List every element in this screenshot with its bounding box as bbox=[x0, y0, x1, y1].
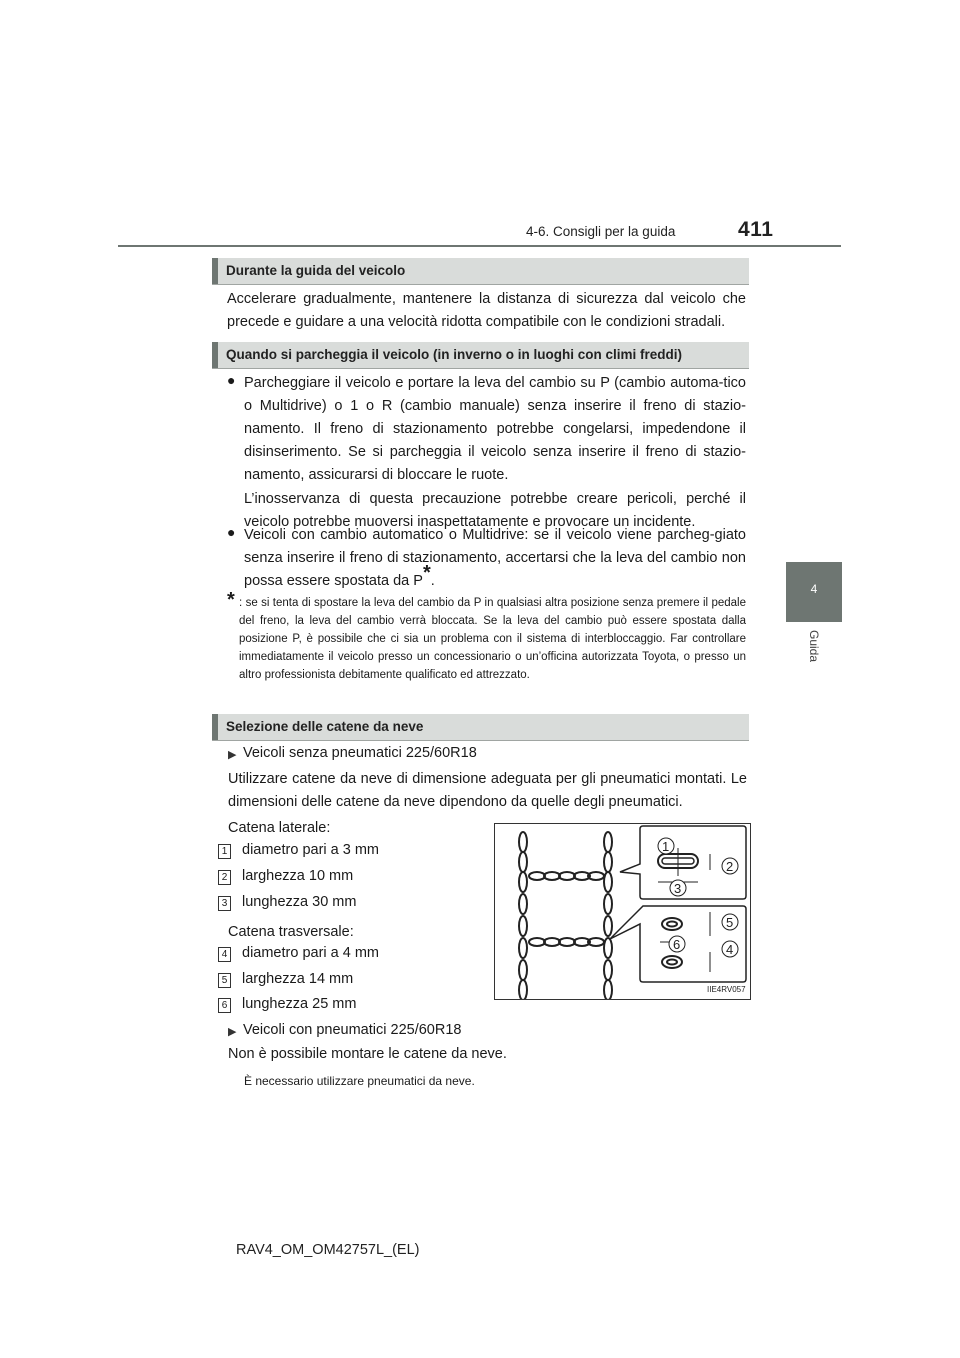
driving-text: Accelerare gradualmente, mantenere la distanza di sicurezza dal veicolo che precede e guidare a una velocità ridotta compatibile con le condizioni stradali. bbox=[227, 291, 746, 330]
callout-number: 3 bbox=[218, 896, 231, 911]
case-2-title: Veicoli con pneumatici 225/60R18 bbox=[243, 1022, 462, 1038]
section-title-chains: Selezione delle catene da neve bbox=[226, 719, 424, 734]
document-code: RAV4_OM_OM42757L_(EL) bbox=[236, 1242, 420, 1258]
lateral-chain-list: 1 diametro pari a 3 mm 2 larghezza 10 mm 3 lunghezza 30 mm bbox=[218, 842, 478, 917]
chapter-label: Guida bbox=[807, 630, 821, 663]
case-1-text: Utilizzare catene da neve di dimensione adeguata per gli pneumatici montati. Le dimensioni delle catene da neve dipendono da quelle degli pneumatici. bbox=[228, 771, 747, 810]
callout-number: 2 bbox=[218, 870, 231, 885]
figure-callout-1: 1 bbox=[662, 839, 670, 854]
lateral-chain-title: Catena laterale: bbox=[228, 820, 331, 836]
parking-bullet-2-text: Veicoli con cambio automatico o Multidrive: se il veicolo viene parcheg-giato senza inserire il freno di stazionamento, accertarsi che la leva del cambio non possa essere spostata da P*. bbox=[244, 527, 746, 589]
callout-number: 5 bbox=[218, 973, 231, 988]
header-section-title: 4-6. Consigli per la guida bbox=[526, 224, 676, 239]
figure-callout-4: 4 bbox=[726, 942, 734, 957]
case-2-note: È necessario utilizzare pneumatici da neve. bbox=[244, 1074, 475, 1088]
case-2-text: Non è possibile montare le catene da neve. bbox=[228, 1046, 507, 1062]
figure-callout-2: 2 bbox=[726, 859, 734, 874]
callout-number: 4 bbox=[218, 947, 231, 962]
header-rule bbox=[118, 245, 841, 247]
triangle-right-icon: ▶ bbox=[228, 1026, 237, 1038]
section-title-driving: Durante la guida del veicolo bbox=[226, 263, 406, 278]
figure-callout-3: 3 bbox=[674, 881, 682, 896]
parking-bullet-1-text: Parcheggiare il veicolo e portare la leva del cambio su P (cambio automa-tico o Multidrive) o 1 o R (cambio manuale) senza inserire il freno di stazio-namento. Il freno di stazionamento potrebbe congelarsi, impedendone il disinserimento. Se si parcheggia il veicolo senza inserire il freno di stazio-namento, assicurarsi di bloccare le ruote. bbox=[244, 375, 746, 483]
section-title-parking: Quando si parcheggia il veicolo (in inverno o in luoghi con climi freddi) bbox=[226, 347, 683, 362]
section-bar-parking bbox=[212, 342, 749, 369]
callout-number: 6 bbox=[218, 998, 231, 1013]
section-bar-driving bbox=[212, 258, 749, 285]
triangle-right-icon: ▶ bbox=[228, 749, 237, 761]
case-1-title: Veicoli senza pneumatici 225/60R18 bbox=[243, 745, 477, 761]
transverse-chain-list: 4 diametro pari a 4 mm 5 larghezza 14 mm 6 lunghezza 25 mm bbox=[218, 945, 478, 1020]
chapter-tab bbox=[786, 562, 842, 622]
snow-chain-illustration bbox=[495, 824, 750, 999]
footnote-mark: * bbox=[227, 589, 235, 611]
parking-bullet-1 bbox=[227, 372, 746, 487]
bullet-icon: ● bbox=[227, 524, 236, 540]
snow-chain-figure bbox=[494, 823, 751, 1000]
section-bar-chains bbox=[212, 714, 749, 741]
footnote-text: : se si tenta di spostare la leva del cambio da P in qualsiasi altra posizione senza premere il pedale del freno, la leva del cambio verrà bloccata. Se la leva del cambio può essere spostata dalla posizione P, è possibile che ci sia un problema con il sistema di interbloccaggio. Far controllare immediatamente il veicolo presso un concessionario o un’officina autorizzata Toyota, o presso un altro professionista debitamente qualificato ed attrezzato. bbox=[239, 597, 746, 681]
page-number: 411 bbox=[738, 218, 774, 241]
bullet-icon: ● bbox=[227, 372, 236, 388]
callout-number: 1 bbox=[218, 844, 231, 859]
asterisk-mark: * bbox=[422, 562, 431, 584]
transverse-chain-title: Catena trasversale: bbox=[228, 924, 354, 940]
parking-bullet-2 bbox=[227, 524, 746, 593]
footnote bbox=[227, 589, 746, 684]
chapter-number: 4 bbox=[810, 582, 818, 596]
figure-callout-6: 6 bbox=[673, 937, 681, 952]
figure-code: IIE4RV057 bbox=[707, 985, 746, 994]
parking-bullet-1-note: L’inosservanza di questa precauzione potrebbe creare pericoli, perché il veicolo potrebbe muoversi inaspettatamente e provocare un incidente. bbox=[244, 491, 746, 530]
figure-callout-5: 5 bbox=[726, 915, 734, 930]
